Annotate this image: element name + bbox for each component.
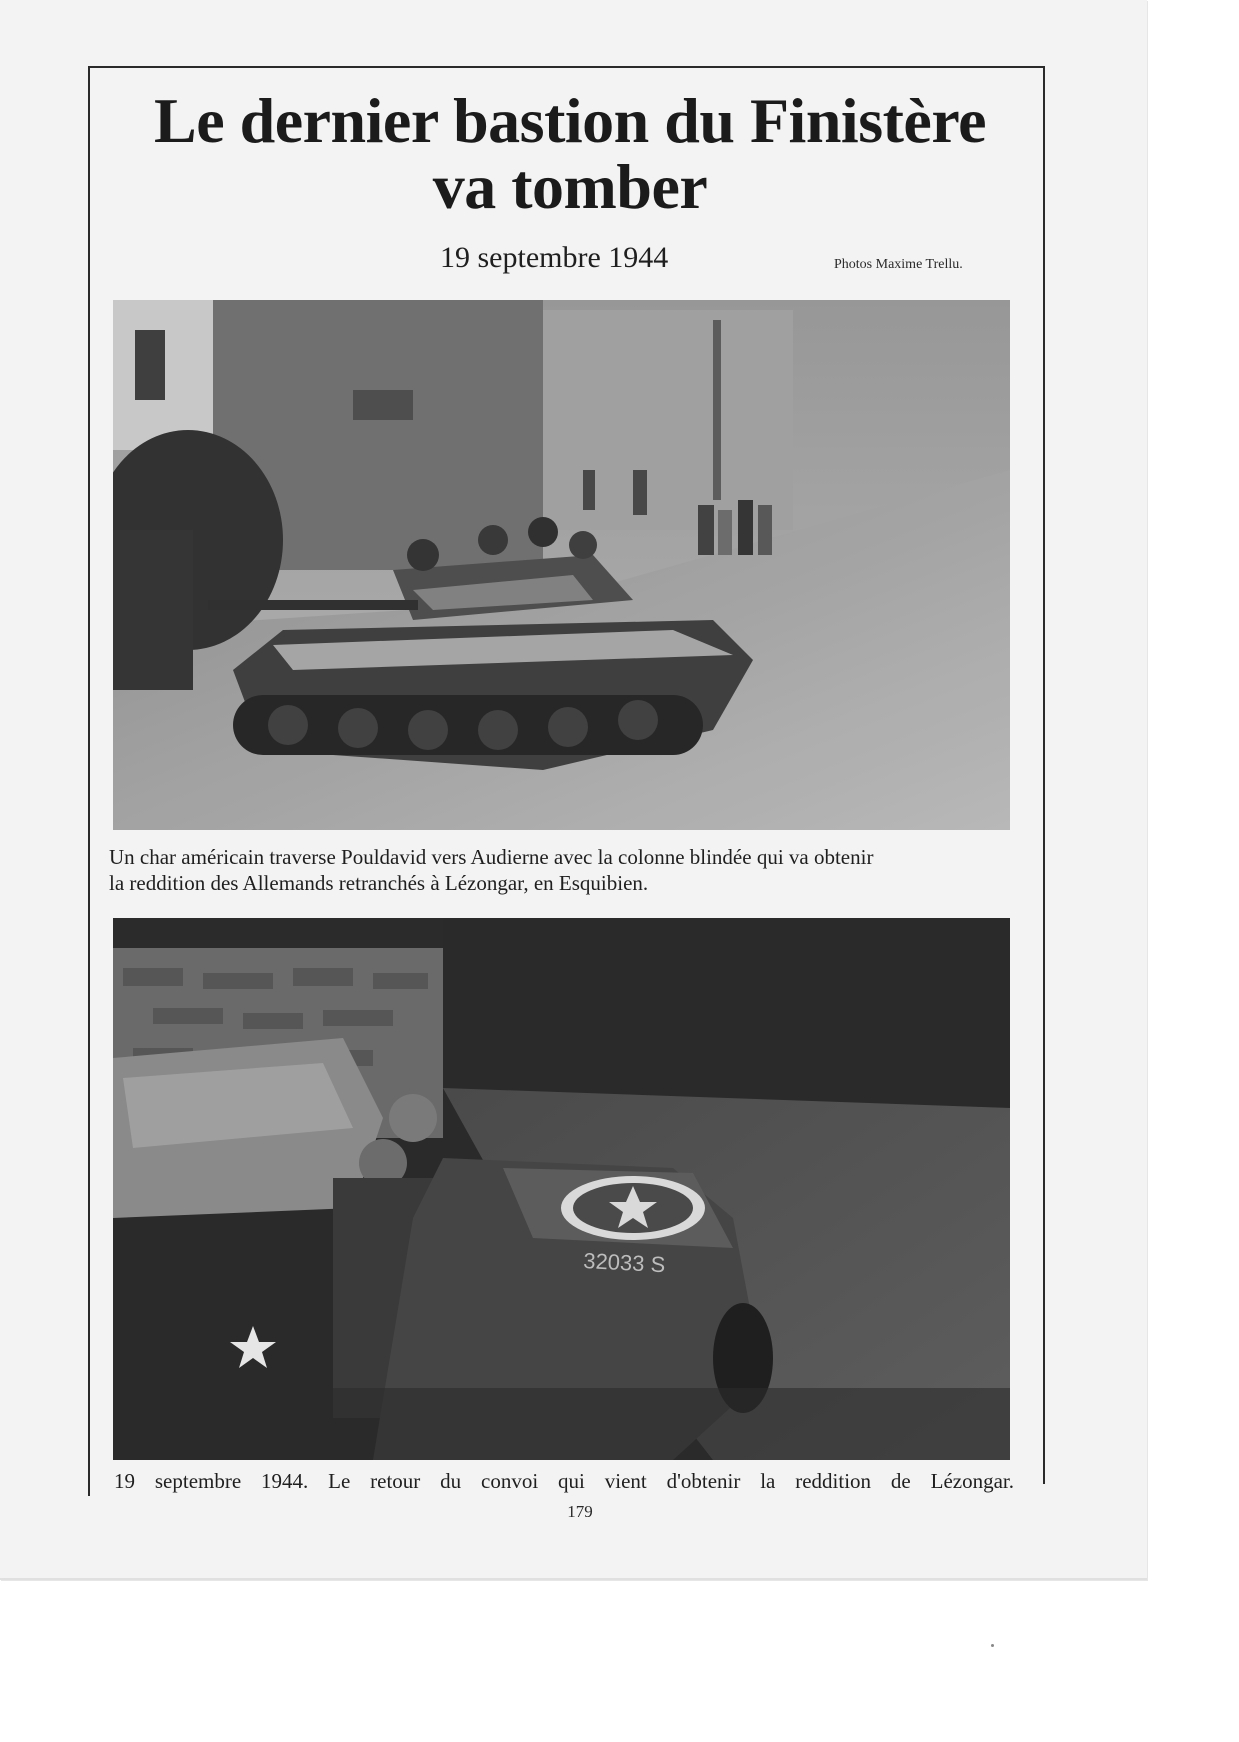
jeep-photo-illustration (113, 918, 1010, 1460)
title-line-1: Le dernier bastion du Finistère (154, 85, 986, 156)
tank-photo-illustration (113, 300, 1010, 830)
frame-rule-top (90, 66, 1045, 68)
scan-speck (991, 1644, 994, 1647)
page-number: 179 (567, 1502, 593, 1521)
photo-credit: Photos Maxime Trellu. (834, 257, 963, 272)
caption-tank-line-2: la reddition des Allemands retranchés à Lézongar, en Esquibien. (109, 871, 649, 895)
frame-rule-left (88, 66, 90, 1496)
caption-tank (109, 844, 1019, 896)
article-title (100, 85, 1040, 222)
article-date: 19 septembre 1944 (440, 241, 669, 274)
frame-rule-right (1043, 66, 1045, 1484)
title-line-2: va tomber (432, 151, 708, 222)
photo-jeep (113, 918, 1010, 1460)
caption-tank-line-1: Un char américain traverse Pouldavid vers Audierne avec la colonne blindée qui va obtenir (109, 845, 874, 869)
jeep-serial-marking: 32033 S (582, 1248, 666, 1278)
photo-tank (113, 300, 1010, 830)
caption-jeep: 19 septembre 1944. Le retour du convoi qui vient d'obtenir la reddition de Lézongar. (114, 1469, 1014, 1493)
